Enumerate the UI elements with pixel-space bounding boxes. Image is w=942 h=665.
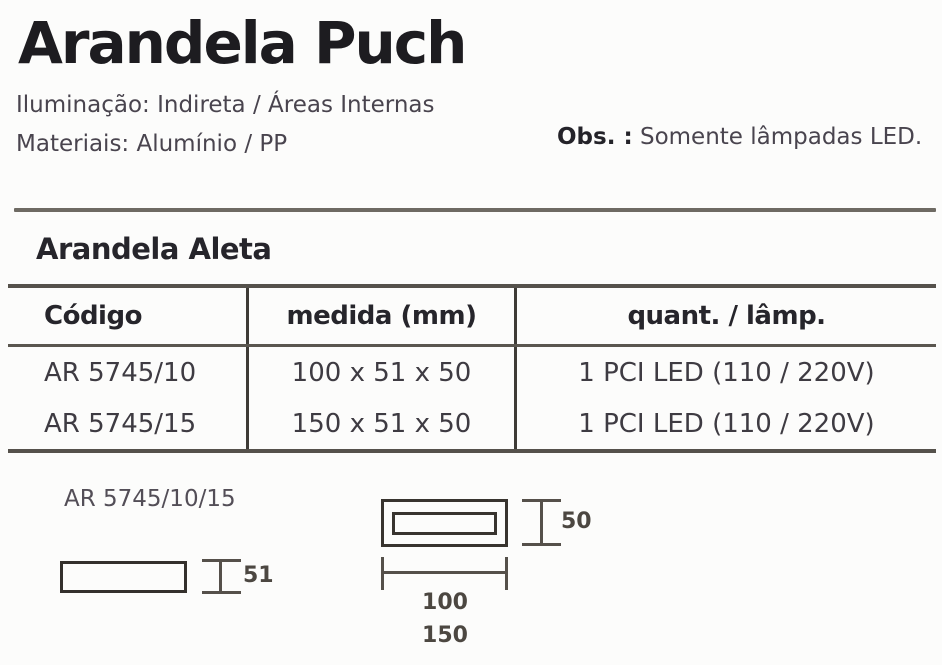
- width-dimension-right-tick: [505, 557, 508, 590]
- table-cell-quant-lamp: 1 PCI LED (110 / 220V): [514, 398, 936, 449]
- table-cell-medida: 100 x 51 x 50: [246, 347, 514, 398]
- table-cell-quant-lamp: 1 PCI LED (110 / 220V): [514, 347, 936, 398]
- table-header-quant-lamp: quant. / lâmp.: [514, 288, 936, 344]
- spec-table: [8, 284, 936, 453]
- top-view-inner-rect: [392, 512, 497, 535]
- table-row: [8, 347, 936, 398]
- table-row: [8, 398, 936, 449]
- front-view-rect: [60, 561, 187, 593]
- section-title: Arandela Aleta: [36, 232, 272, 266]
- table-cell-medida: 150 x 51 x 50: [246, 398, 514, 449]
- table-cell-codigo: AR 5745/15: [44, 408, 197, 439]
- width-dimension-label-150: 150: [422, 623, 468, 648]
- height-dimension-label: 51: [243, 563, 274, 588]
- width-dimension-label-100: 100: [422, 590, 468, 615]
- subtitle-materials: Materiais: Alumínio / PP: [16, 131, 288, 157]
- depth-dimension-label: 50: [561, 509, 592, 534]
- page-title: Arandela Puch: [18, 9, 466, 77]
- product-subtitle: [16, 86, 434, 164]
- table-header-codigo: Código: [44, 301, 142, 331]
- depth-dimension-line: [540, 500, 543, 545]
- height-dimension-bottom-tick: [202, 591, 241, 594]
- obs-text: Somente lâmpadas LED.: [639, 124, 923, 150]
- section-divider: [14, 208, 936, 212]
- obs-note: [557, 124, 922, 150]
- width-dimension-line: [381, 571, 508, 574]
- depth-dimension-bottom-tick: [522, 543, 561, 546]
- height-dimension-line: [219, 560, 222, 593]
- obs-label: Obs. :: [557, 124, 633, 150]
- table-cell-codigo: AR 5745/10: [44, 357, 197, 388]
- subtitle-illumination: Iluminação: Indireta / Áreas Internas: [16, 92, 435, 118]
- spec-table-header-row: [8, 288, 936, 347]
- table-header-medida: medida (mm): [246, 288, 514, 344]
- diagram-label: AR 5745/10/15: [64, 486, 236, 512]
